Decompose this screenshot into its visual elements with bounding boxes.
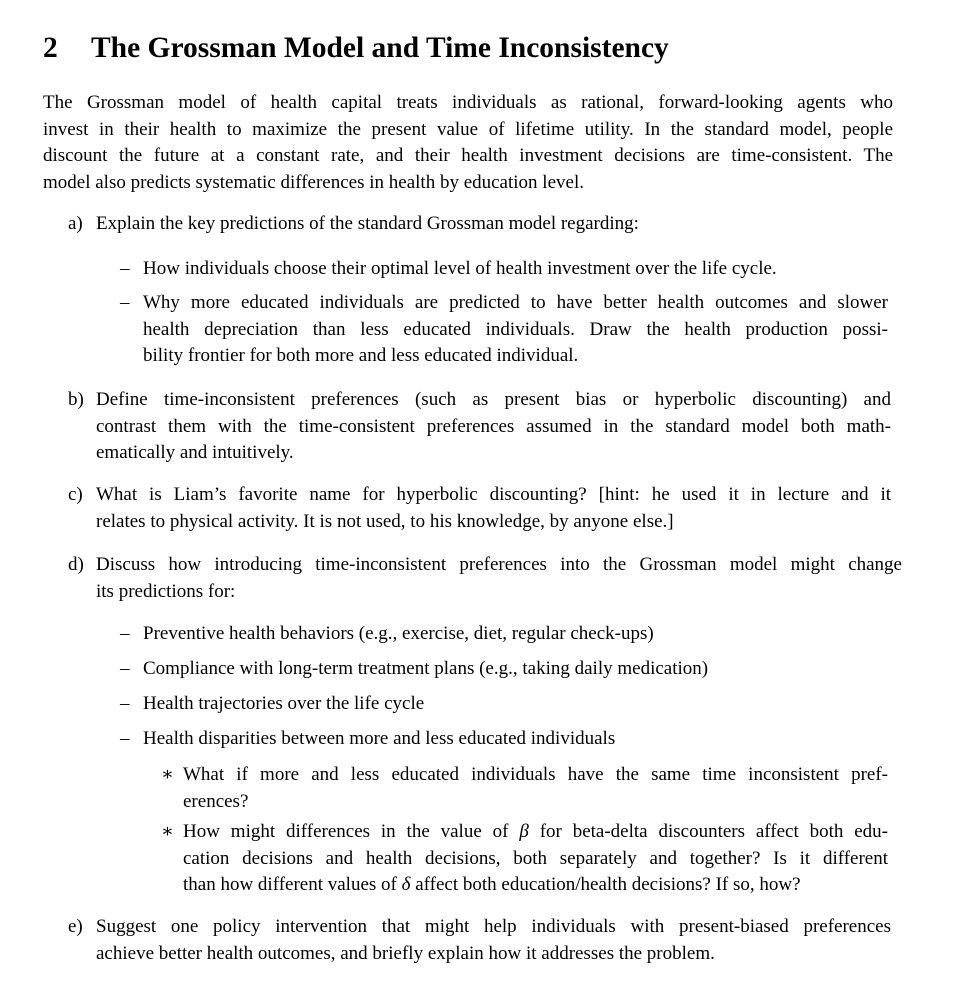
- question-e-label: e): [68, 916, 83, 937]
- list-item: ∗ What if more and less educated individuals have the same time inconsistent pref- erences?: [161, 764, 888, 812]
- dash-marker: –: [120, 292, 130, 313]
- list-item: – Health disparities between more and less educated individuals: [143, 726, 888, 753]
- list-item: – Compliance with long-term treatment plans (e.g., taking daily medication): [143, 656, 888, 683]
- list-item: – How individuals choose their optimal level of health investment over the life cycle.: [143, 256, 888, 283]
- question-d-label: d): [68, 554, 84, 575]
- star-marker: ∗: [161, 764, 174, 785]
- question-c-label: c): [68, 484, 83, 505]
- dash-marker: –: [120, 658, 130, 679]
- section-heading: [43, 30, 669, 66]
- question-b-label: b): [68, 389, 84, 410]
- list-item: ∗ How might differences in the value of β for beta-delta discounters affect both edu- cation decisions and health decisions, both separately and together? Is it different than how different values of δ affect both education/health decisions? If so, how?: [161, 821, 889, 895]
- question-b: b) Define time-inconsistent preferences (such as present bias or hyperbolic discounting) and contrast them with the time-consistent preferences assumed in the standard model both math- ematically and intuitively.: [68, 389, 891, 463]
- section-title: The Grossman Model and Time Inconsistency: [91, 32, 669, 64]
- question-c: c) What is Liam’s favorite name for hyperbolic discounting? [hint: he used it in lecture and it relates to physical activity. It is not used, to his knowledge, by anyone else.]: [68, 484, 891, 532]
- dash-marker: –: [120, 623, 130, 644]
- intro-paragraph: [43, 90, 893, 196]
- list-item: – Why more educated individuals are predicted to have better health outcomes and slower health depreciation than less educated individuals. Draw the health production possi- bility frontier for both more and less educated individual.: [120, 292, 888, 366]
- intro-line: model also predicts systematic differences in health by education level.: [43, 171, 584, 193]
- intro-line: discount the future at a constant rate, and their health investment decisions are time-consistent. The: [43, 145, 893, 166]
- list-item: – Preventive health behaviors (e.g., exercise, diet, regular check-ups): [143, 621, 888, 648]
- section-number: 2: [43, 32, 58, 64]
- dash-marker: –: [120, 693, 130, 714]
- beta-symbol: β: [519, 821, 529, 842]
- intro-line: The Grossman model of health capital treats individuals as rational, forward-looking agents who: [43, 92, 893, 113]
- delta-symbol: δ: [401, 874, 411, 895]
- intro-line: invest in their health to maximize the present value of lifetime utility. In the standard model, people: [43, 118, 893, 140]
- question-e: e) Suggest one policy intervention that might help individuals with present-biased preferences achieve better health outcomes, and briefly explain how it addresses the problem.: [68, 916, 891, 964]
- dash-marker: –: [120, 258, 130, 279]
- question-a-text: Explain the key predictions of the standard Grossman model regarding:: [96, 213, 639, 234]
- dash-marker: –: [120, 728, 130, 749]
- star-marker: ∗: [161, 821, 174, 842]
- question-a-label: a): [68, 213, 83, 234]
- question-a: [68, 211, 891, 238]
- question-d: d) Discuss how introducing time-inconsistent preferences into the Grossman model might change its predictions for:: [68, 554, 902, 602]
- list-item: – Health trajectories over the life cycle: [143, 691, 888, 718]
